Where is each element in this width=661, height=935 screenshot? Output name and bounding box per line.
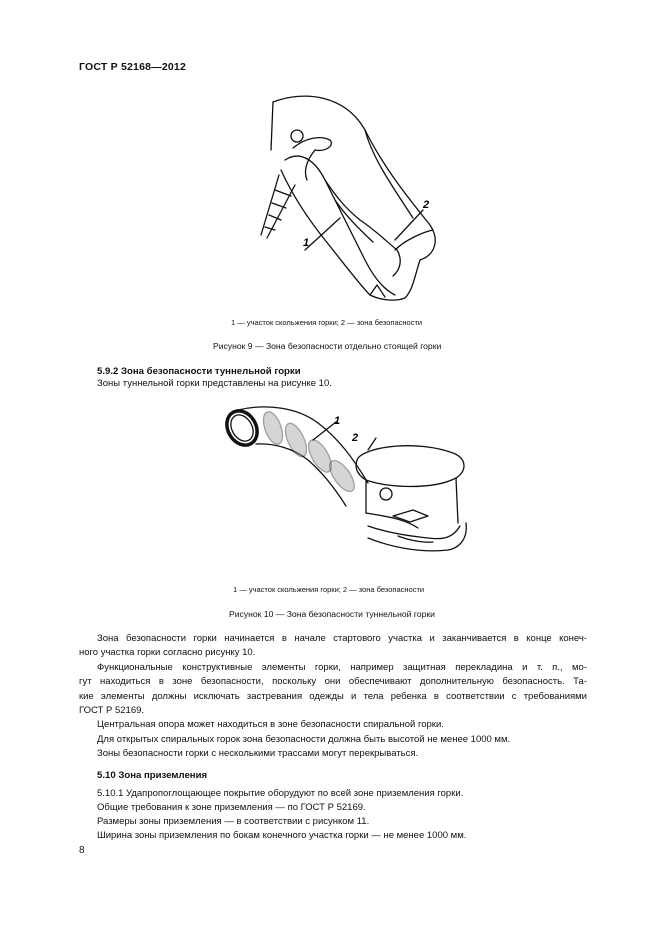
para-1-line-2: ного участка горки согласно рисунку 10. <box>79 647 256 658</box>
section-5-10-line-2: Общие требования к зоне приземления — по ГОСТ Р 52169. <box>97 802 366 813</box>
para-2-line-3: кие элементы должны исключать застревания одежды и тела ребенка в соответствии с требованиями <box>79 691 587 702</box>
fig9-callout-2: 2 <box>423 199 430 211</box>
section-5-9-2-intro: Зоны туннельной горки представлены на рисунке 10. <box>97 378 332 389</box>
para-5: Зоны безопасности горки с несколькими трассами могут перекрываться. <box>97 748 419 759</box>
page-number: 8 <box>79 845 85 856</box>
fig9-callout-1: 1 <box>303 237 310 249</box>
para-2-line-4: ГОСТ Р 52169. <box>79 705 145 716</box>
figure-9-caption: Рисунок 9 — Зона безопасности отдельно стоящей горки <box>213 341 442 351</box>
section-5-10-line-1: 5.10.1 Удапропоглощающее покрытие оборудуют по всей зоне приземления горки. <box>97 788 464 799</box>
section-5-9-2-heading: 5.9.2 Зона безопасности туннельной горки <box>97 366 301 377</box>
section-5-10-heading: 5.10 Зона приземления <box>97 770 208 781</box>
figure-9-drawing <box>245 90 445 305</box>
figure-10-caption: Рисунок 10 — Зона безопасности туннельной горки <box>229 609 435 619</box>
section-5-10-line-4: Ширина зоны приземления по бокам конечного участка горки — не менее 1000 мм. <box>97 830 467 841</box>
fig10-callout-2: 2 <box>352 432 359 444</box>
para-1-line-1: Зона безопасности горки начинается в начале стартового участка и заканчивается в конце конеч- <box>97 633 587 644</box>
figure-10-legend: 1 — участок скольжения горки; 2 — зона безопасности <box>233 585 425 594</box>
document-header: ГОСТ Р 52168—2012 <box>79 61 187 73</box>
para-2-line-2: гут находиться в зоне безопасности, поскольку они обеспечивают дополнительную безопасность. Та- <box>79 676 587 687</box>
figure-9-legend: 1 — участок скольжения горки; 2 — зона безопасности <box>231 318 423 327</box>
para-4: Для открытых спиральных горок зона безопасности должна быть высотой не менее 1000 мм. <box>97 734 511 745</box>
fig10-callout-1: 1 <box>334 415 341 427</box>
figure-10-drawing <box>218 398 473 568</box>
para-2-line-1: Функциональные конструктивные элементы горки, например защитная перекладина и т. п., мо- <box>97 662 587 673</box>
para-3: Центральная опора может находиться в зоне безопасности спиральной горки. <box>97 719 444 730</box>
section-5-10-line-3: Размеры зоны приземления — в соответствии с рисунком 11. <box>97 816 370 827</box>
